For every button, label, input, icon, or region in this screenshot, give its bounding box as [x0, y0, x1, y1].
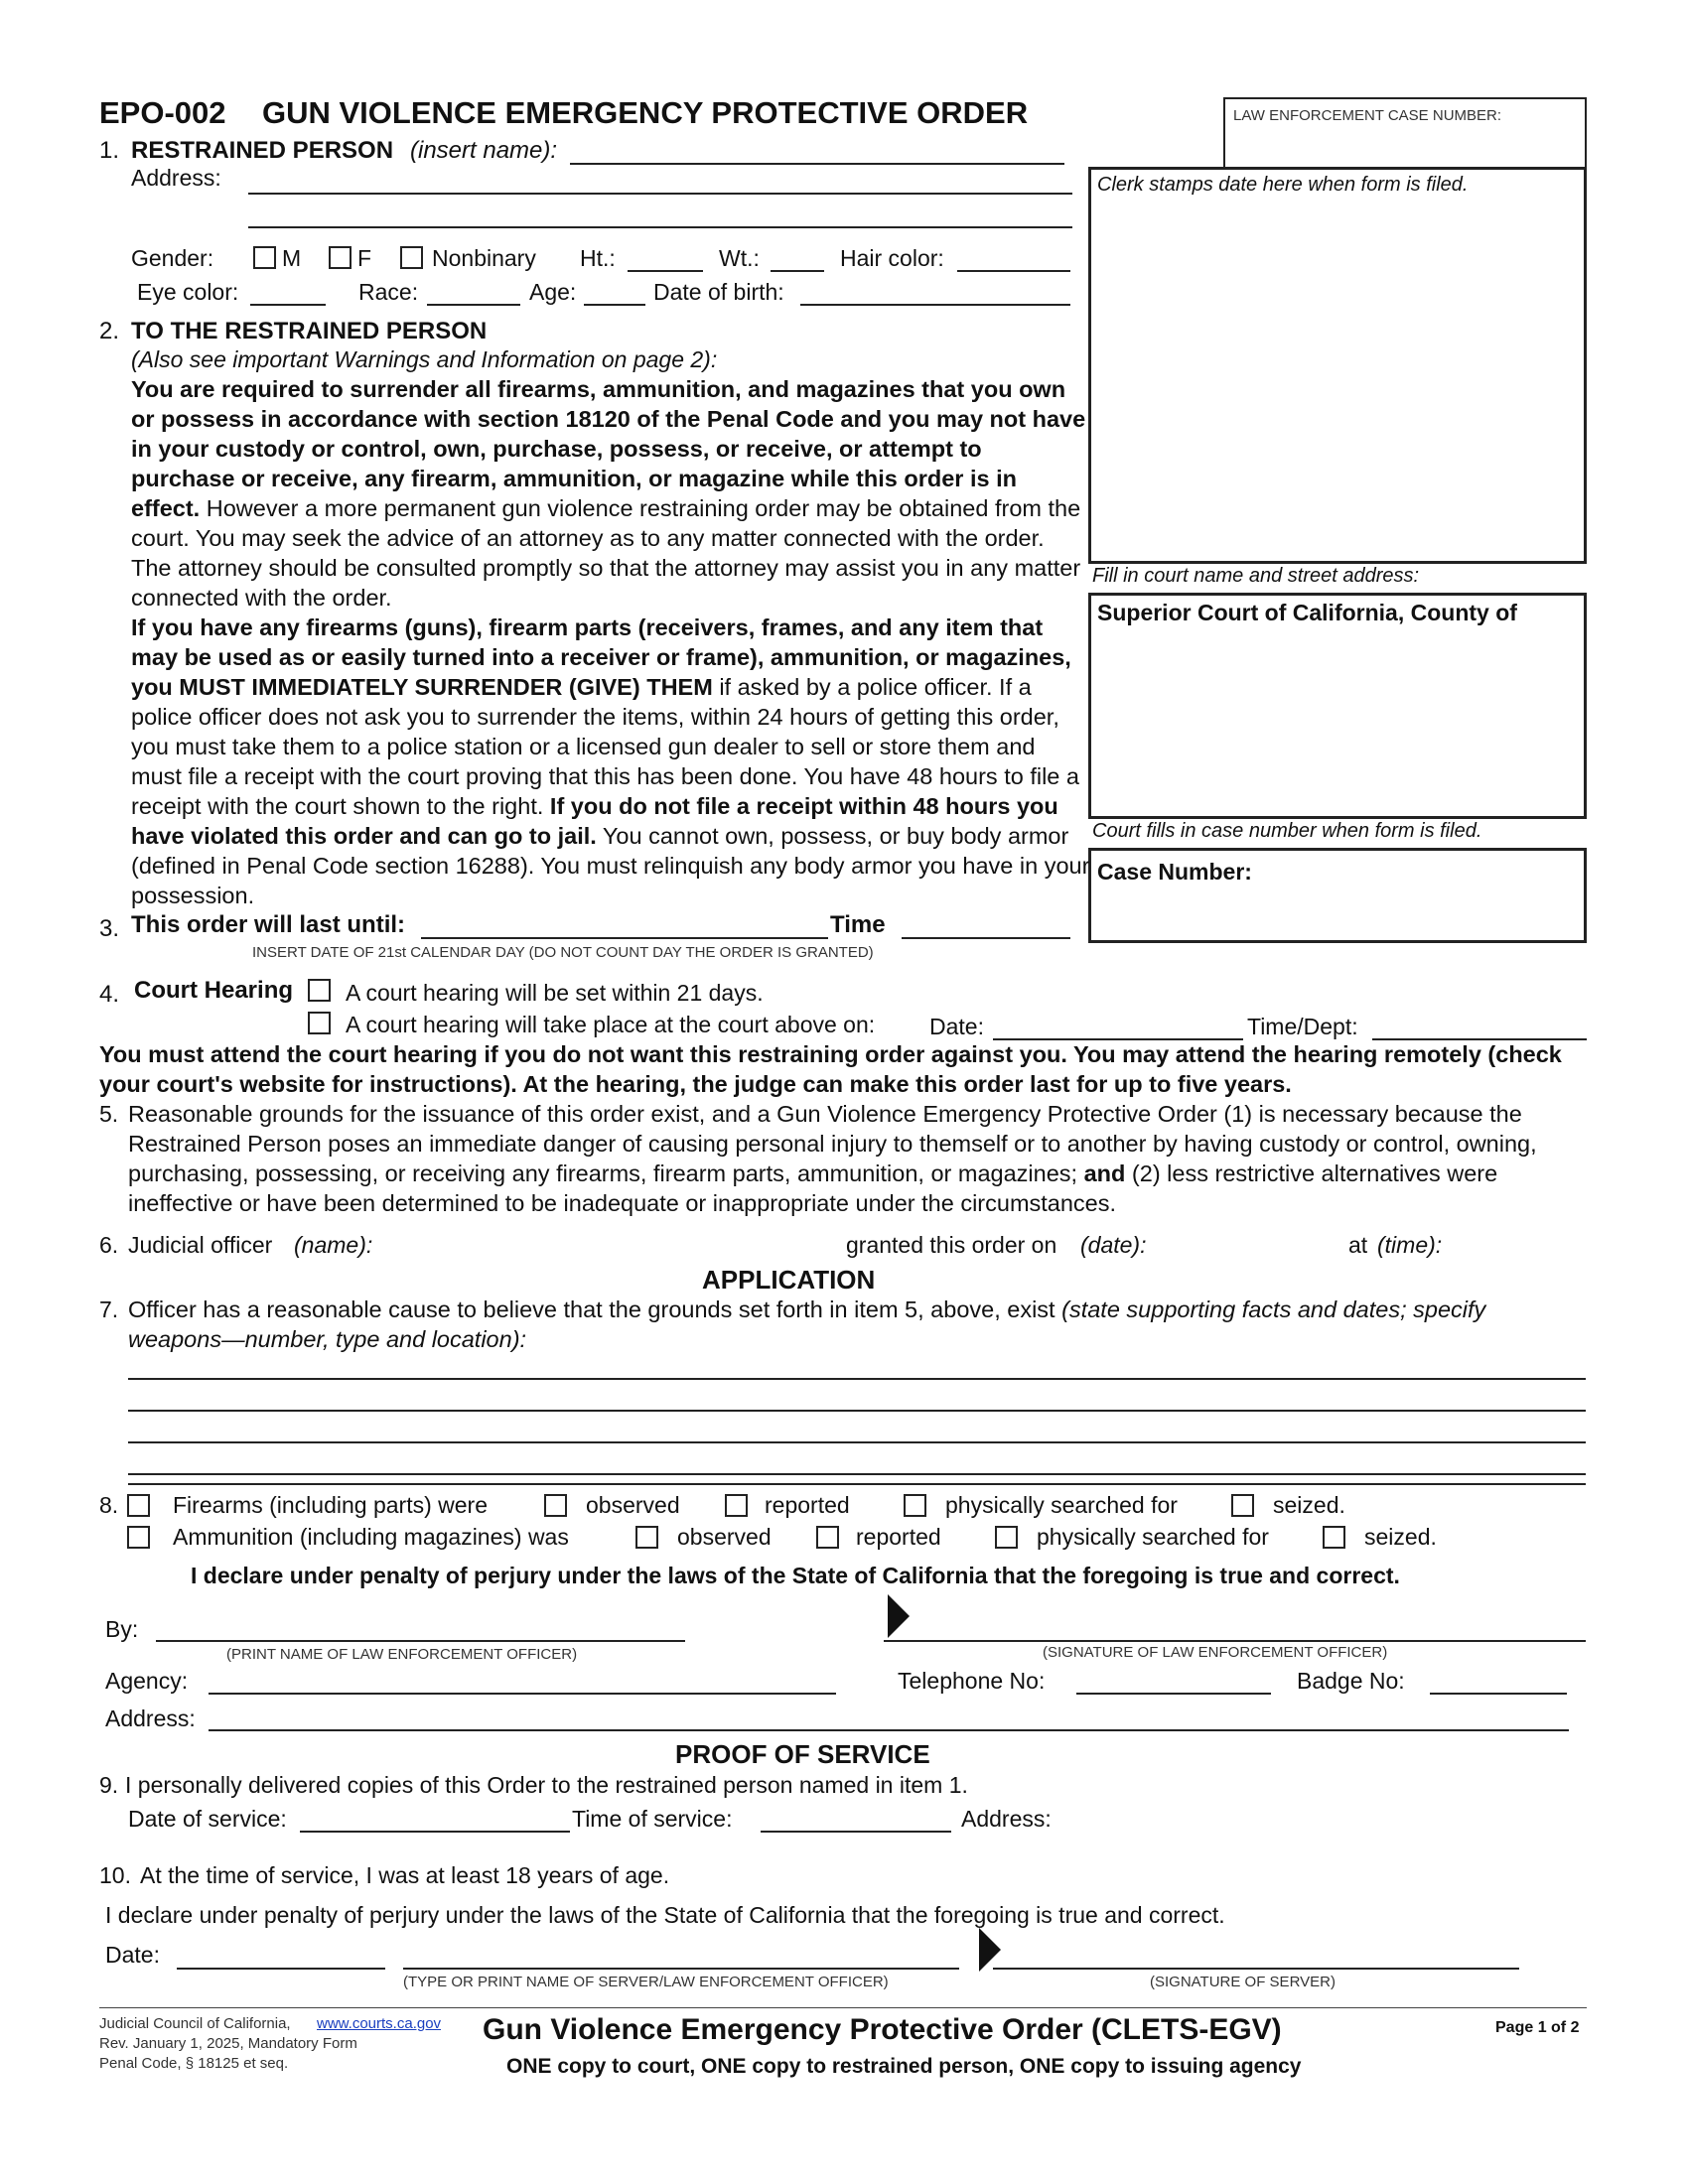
service-address-label: Address: [961, 1806, 1052, 1832]
ammo-searched-label: physically searched for [1037, 1524, 1269, 1550]
item8-num: 8. [99, 1492, 119, 1518]
by-label: By: [105, 1616, 139, 1642]
court-name: Superior Court of California, County of [1097, 600, 1517, 625]
weight-label: Wt.: [719, 245, 760, 271]
order-time-label: Time [830, 911, 886, 938]
time-of-service-label: Time of service: [572, 1806, 733, 1832]
case-number-box-label: Case Number: [1097, 859, 1252, 885]
footer-copies: ONE copy to court, ONE copy to restrained person, ONE copy to issuing agency [506, 2055, 1302, 2078]
form-id: EPO-002 [99, 95, 226, 130]
item7-text [128, 1295, 1578, 1354]
hearing-set-option: A court hearing will be set within 21 days. [346, 980, 764, 1006]
server-signature-arrow-icon [979, 1928, 1001, 1972]
gender-nonbinary-checkbox[interactable] [400, 246, 423, 269]
order-expiry-date-line[interactable] [421, 937, 828, 939]
server-date-label: Date: [105, 1942, 160, 1968]
ammo-observed-checkbox[interactable] [635, 1526, 658, 1549]
server-declaration: I declare under penalty of perjury under the laws of the State of California that the foregoing is true and correct. [105, 1902, 1225, 1928]
ammo-seized-label: seized. [1364, 1524, 1437, 1550]
officer-name-line[interactable] [156, 1640, 685, 1642]
gender-f-label: F [357, 245, 372, 271]
badge-line[interactable] [1430, 1693, 1567, 1695]
gender-m-checkbox[interactable] [253, 246, 276, 269]
ammo-searched-checkbox[interactable] [995, 1526, 1018, 1549]
application-heading: APPLICATION [702, 1265, 876, 1295]
restrained-person-label: RESTRAINED PERSON [131, 137, 394, 164]
item10-text: At the time of service, I was at least 18 years of age. [140, 1862, 670, 1888]
race-line[interactable] [427, 304, 520, 306]
less-restrictive-text: (2) less restrictive alternatives were ineffective or have been determined to be inadequate or inappropriate under the circumstances. [128, 1160, 1498, 1216]
ammo-reported-label: reported [856, 1524, 941, 1550]
server-name-caption: (TYPE OR PRINT NAME OF SERVER/LAW ENFORCEMENT OFFICER) [403, 1974, 889, 1990]
address-label: Address: [131, 165, 221, 191]
officer-address-label: Address: [105, 1706, 196, 1731]
form-title: GUN VIOLENCE EMERGENCY PROTECTIVE ORDER [262, 95, 1029, 130]
eye-color-label: Eye color: [137, 279, 239, 305]
firearms-searched-label: physically searched for [945, 1492, 1178, 1518]
firearms-searched-checkbox[interactable] [904, 1494, 926, 1517]
gender-m-label: M [282, 245, 302, 271]
case-fill-label: Court fills in case number when form is filed. [1092, 820, 1482, 842]
badge-label: Badge No: [1297, 1668, 1405, 1694]
firearms-seized-label: seized. [1273, 1492, 1345, 1518]
ammo-reported-checkbox[interactable] [816, 1526, 839, 1549]
court-hearing-label: Court Hearing [134, 977, 294, 1004]
supporting-facts-hint: (state supporting facts and dates; specify weapons—number, type and location): [128, 1297, 1486, 1352]
address-line-1[interactable] [248, 193, 1072, 195]
officer-address-line[interactable] [209, 1729, 1569, 1731]
telephone-label: Telephone No: [898, 1668, 1046, 1694]
facts-line-5[interactable] [128, 1483, 1586, 1485]
agency-label: Agency: [105, 1668, 189, 1694]
ammunition-checkbox[interactable] [127, 1526, 150, 1549]
firearms-reported-checkbox[interactable] [725, 1494, 748, 1517]
item2-num: 2. [99, 318, 120, 344]
server-date-line[interactable] [177, 1968, 385, 1970]
hearing-time-dept-label: Time/Dept: [1247, 1014, 1358, 1039]
facts-line-4[interactable] [128, 1473, 1586, 1475]
officer-signature-caption: (SIGNATURE OF LAW ENFORCEMENT OFFICER) [1043, 1644, 1388, 1661]
hair-color-label: Hair color: [840, 245, 944, 271]
attorney-advice: However a more permanent gun violence restraining order may be obtained from the court. You may seek the advice of an attorney as to any matter connected with the order. The attorney should be consulted promptly so that the attorney may assist you in any matter connected with the order. [131, 495, 1081, 611]
order-time-line[interactable] [902, 937, 1070, 939]
firearms-reported-label: reported [765, 1492, 850, 1518]
firearms-observed-checkbox[interactable] [544, 1494, 567, 1517]
facts-line-3[interactable] [128, 1441, 1586, 1443]
gender-f-checkbox[interactable] [329, 246, 352, 269]
item9-text: I personally delivered copies of this Order to the restrained person named in item 1. [125, 1772, 968, 1798]
ammunition-label: Ammunition (including magazines) was [173, 1524, 569, 1550]
item10-num: 10. [99, 1862, 131, 1888]
surrender-notice: You are required to surrender all firearms, ammunition, and magazines that you own or possess in accordance with section 18120 of the Penal Code and you may not have in your custody or control, own, purchase, possess, or receive, or attempt to purchase or receive, any firearm, ammunition, or magazine while this order is in effect. [131, 376, 1086, 521]
time-of-service-line[interactable] [761, 1831, 951, 1833]
eye-color-line[interactable] [250, 304, 326, 306]
insert-name-hint: (insert name): [410, 137, 558, 164]
hearing-date-label: Date: [929, 1014, 984, 1039]
race-label: Race: [358, 279, 419, 305]
agency-line[interactable] [209, 1693, 836, 1695]
judicial-officer-name-hint: (name): [294, 1232, 373, 1258]
item9-num: 9. [99, 1772, 119, 1798]
firearms-label: Firearms (including parts) were [173, 1492, 488, 1518]
telephone-line[interactable] [1076, 1693, 1271, 1695]
clerk-stamp-label: Clerk stamps date here when form is filed. [1097, 174, 1469, 196]
law-enforcement-case-number-box[interactable] [1223, 97, 1587, 169]
date-of-service-line[interactable] [300, 1831, 570, 1833]
granted-label: granted this order on [846, 1232, 1057, 1258]
dob-line[interactable] [800, 304, 1070, 306]
height-line[interactable] [628, 270, 703, 272]
proof-of-service-heading: PROOF OF SERVICE [675, 1739, 930, 1769]
page-number: Page 1 of 2 [1495, 2019, 1580, 2036]
hearing-notice: You must attend the court hearing if you do not want this restraining order against you. You may attend the hearing remotely (check your court's website for instructions). At the hearing, the judge can make this order last for up to five years. [99, 1041, 1562, 1097]
item6-num: 6. [99, 1232, 119, 1258]
hearing-set-checkbox[interactable] [308, 979, 331, 1002]
server-signature-line[interactable] [993, 1968, 1519, 1970]
gender-nonbinary-label: Nonbinary [432, 245, 536, 271]
server-signature-caption: (SIGNATURE OF SERVER) [1150, 1974, 1336, 1990]
weight-line[interactable] [771, 270, 824, 272]
firearms-observed-label: observed [586, 1492, 680, 1518]
server-name-line[interactable] [403, 1968, 959, 1970]
item2-title: TO THE RESTRAINED PERSON [131, 318, 488, 344]
item1-num: 1. [99, 137, 120, 164]
item2-body [131, 374, 1090, 910]
hair-color-line[interactable] [957, 270, 1070, 272]
item2-subtitle: (Also see important Warnings and Information on page 2): [131, 346, 718, 372]
court-name-box[interactable] [1088, 593, 1587, 819]
footer-revision: Rev. January 1, 2025, Mandatory Form [99, 2035, 357, 2052]
hearing-scheduled-option: A court hearing will take place at the court above on: [346, 1012, 876, 1037]
at-label: at [1348, 1232, 1368, 1258]
footer-form-title: Gun Violence Emergency Protective Order (CLETS-EGV) [483, 2013, 1282, 2046]
footer-divider [99, 2007, 1587, 2008]
officer-declaration: I declare under penalty of perjury under the laws of the State of California that the foregoing is true and correct. [191, 1563, 1400, 1588]
and-connector: and [1083, 1160, 1126, 1186]
case-number-box[interactable] [1088, 848, 1587, 943]
dob-label: Date of birth: [653, 279, 784, 305]
court-address-label: Fill in court name and street address: [1092, 565, 1420, 587]
facts-line-1[interactable] [128, 1378, 1586, 1380]
age-line[interactable] [584, 304, 645, 306]
firearms-seized-checkbox[interactable] [1231, 1494, 1254, 1517]
order-last-label: This order will last until: [131, 911, 406, 938]
address-line-2[interactable] [248, 226, 1072, 228]
reasonable-cause-text: Officer has a reasonable cause to believe that the grounds set forth in item 5, above, exist [128, 1297, 1055, 1322]
body-armor-notice: You cannot own, possess, or buy body armor (defined in Penal Code section 16288). You must relinquish any body armor you have in your possession. [131, 823, 1090, 908]
age-label: Age: [529, 279, 577, 305]
item4-num: 4. [99, 981, 120, 1008]
signature-arrow-icon [888, 1594, 910, 1638]
case-number-label: LAW ENFORCEMENT CASE NUMBER: [1233, 107, 1502, 124]
facts-line-2[interactable] [128, 1410, 1586, 1412]
judicial-officer-label: Judicial officer [128, 1232, 273, 1258]
footer-website-link[interactable]: www.courts.ca.gov [317, 2015, 442, 2032]
clerk-stamp-box [1088, 167, 1587, 564]
gender-label: Gender: [131, 245, 214, 271]
height-label: Ht.: [580, 245, 616, 271]
receipt-warning: If you do not file a receipt within 48 hours you have violated this order and can go to jail. [131, 793, 1058, 849]
restrained-name-line[interactable] [570, 163, 1064, 165]
date-of-service-label: Date of service: [128, 1806, 287, 1832]
hearing-scheduled-checkbox[interactable] [308, 1012, 331, 1034]
item5-text [128, 1099, 1588, 1218]
granted-date-hint: (date): [1080, 1232, 1147, 1258]
reasonable-grounds-text: Reasonable grounds for the issuance of this order exist, and a Gun Violence Emergency Protective Order (1) is necessary because the Restrained Person poses an immediate danger of causing personal injury to themself or to another by having custody or control, owning, purchasing, possessing, or receiving any firearms, firearm parts, ammunition, or magazines; [128, 1101, 1537, 1186]
ammo-observed-label: observed [677, 1524, 772, 1550]
footer-penal-code: Penal Code, § 18125 et seq. [99, 2055, 289, 2072]
granted-time-hint: (time): [1377, 1232, 1443, 1258]
firearms-checkbox[interactable] [127, 1494, 150, 1517]
print-name-caption: (PRINT NAME OF LAW ENFORCEMENT OFFICER) [226, 1646, 578, 1663]
officer-signature-line[interactable] [884, 1640, 1586, 1642]
insert-date-note: INSERT DATE OF 21st CALENDAR DAY (DO NOT COUNT DAY THE ORDER IS GRANTED) [252, 944, 874, 961]
ammo-seized-checkbox[interactable] [1323, 1526, 1345, 1549]
item3-num: 3. [99, 915, 120, 942]
item7-num: 7. [99, 1297, 119, 1322]
immediate-surrender-notice: If you have any firearms (guns), firearm parts (receivers, frames, and any item that may be used as or easily turned into a receiver or frame), ammunition, or magazines, you MUST IMMEDIATELY SURRENDER (GIVE) THEM [131, 614, 1071, 700]
surrender-instructions: if asked by a police officer. If a police officer does not ask you to surrender the items, within 24 hours of getting this order, you must take them to a police station or a licensed gun dealer to sell or store them and must file a receipt with the court proving that this has been done. You have 48 hours to file a receipt with the court shown to the right. [131, 674, 1079, 819]
item5-num: 5. [99, 1101, 119, 1127]
footer-council: Judicial Council of California, [99, 2015, 291, 2032]
